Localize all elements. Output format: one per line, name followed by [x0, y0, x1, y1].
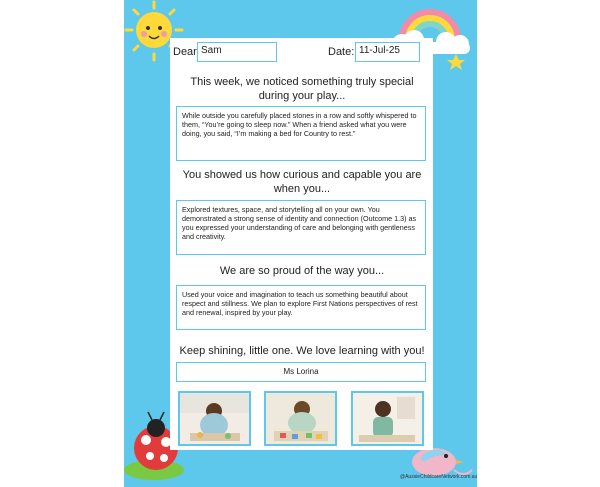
section-heading: This week, we noticed something truly special during your play... — [190, 76, 414, 102]
footer-credit: @AussieChildcareNetwork.com.au — [400, 474, 478, 480]
bird-icon — [412, 448, 472, 476]
photo-child-play-2 — [264, 391, 337, 446]
photo-child-play-1 — [178, 391, 251, 446]
section-heading: You showed us how curious and capable you are when you... — [182, 169, 422, 195]
observation-box[interactable]: While outside you carefully placed stones in a row and softly whispered to them, “You’re going to sleep now.” When a friend asked what you were doing, you said, “I’m making a bed for Country to rest.” — [176, 106, 426, 161]
dear-label: Dear — [173, 46, 197, 58]
observation-box[interactable]: Used your voice and imagination to teach us something beautiful about respect and stillness. We plan to explore First Nations perspectives of rest and renewal, inspired by your play. — [176, 285, 426, 330]
date-field[interactable]: 11-Jul-25 — [355, 42, 420, 62]
closing-message: Keep shining, little one. We love learning with you! — [179, 345, 425, 357]
signature-field[interactable]: Ms Lorina — [176, 362, 426, 382]
dear-field[interactable]: Sam — [197, 42, 277, 62]
section-heading: We are so proud of the way you... — [219, 265, 385, 277]
observation-box[interactable]: Explored textures, space, and storytelling all on your own. You demonstrated a strong sense of identity and connection (Outcome 1.3) as you expressed your understanding of care and belonging with gentleness and creativity. — [176, 200, 426, 255]
photo-child-play-3 — [351, 391, 424, 446]
date-label: Date: — [328, 46, 355, 58]
